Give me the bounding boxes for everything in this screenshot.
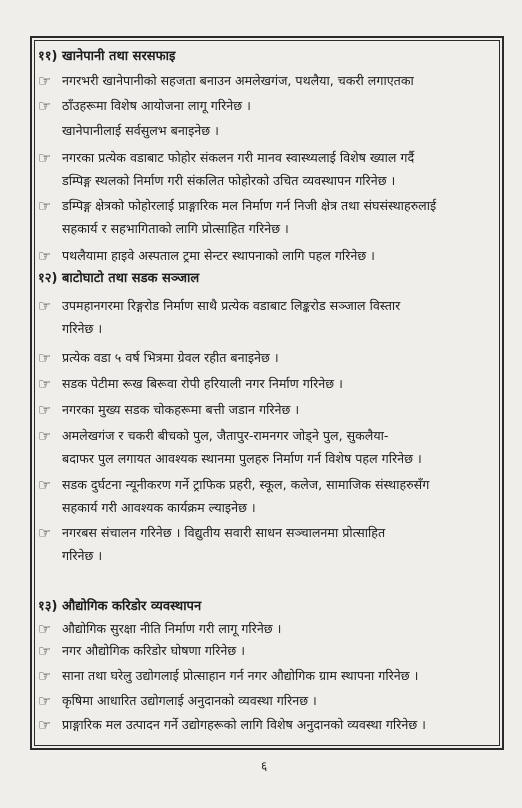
pointing-hand-icon: ☞ [38, 72, 52, 90]
list-item-line: सहकार्य र सहभागिताको लागि प्रोत्साहित गरिनेछ । [62, 221, 289, 236]
list-item-line: बदाफर पुल लगायत आवश्यक स्थानमा पुलहरु निर्माण गर्न विशेष पहल गरिनेछ । [62, 451, 422, 466]
page-number: ६ [261, 759, 268, 773]
pointing-hand-icon: ☞ [38, 247, 52, 265]
pointing-hand-icon: ☞ [38, 667, 52, 685]
list-item-line: ठाँउहरूमा विशेष आयोजना लागू गरिनेछ । [62, 98, 251, 113]
pointing-hand-icon: ☞ [38, 716, 52, 734]
list-item-line: पथलैयामा हाइवे अस्पताल ट्रमा सेन्टर स्थापनाको लागि पहल गरिनेछ । [62, 248, 375, 263]
list-item-line: गरिनेछ । [62, 321, 103, 336]
section-heading: १३) औद्योगिक करिडोर व्यवस्थापन [38, 599, 202, 614]
list-item-line: सडक दुर्घटना न्यूनीकरण गर्ने ट्राफिक प्रहरी, स्कूल, कलेज, सामाजिक संस्थाहरुसँग [62, 477, 430, 492]
list-item-line: खानेपानीलाई सर्वसुलभ बनाइनेछ । [62, 123, 219, 138]
pointing-hand-icon: ☞ [38, 620, 52, 638]
pointing-hand-icon: ☞ [38, 197, 52, 215]
list-item-line: अमलेखगंज र चकरी बीचको पुल, जैतापुर-रामनगर जोड्ने पुल, सुकलैया- [62, 428, 389, 443]
pointing-hand-icon: ☞ [38, 349, 52, 367]
list-item-line: सडक पेटीमा रूख बिरूवा रोपी हरियाली नगर निर्माण गरिनेछ । [62, 376, 343, 391]
list-item-line: कृषिमा आधारित उद्योगलाई अनुदानको व्यवस्था गरिनछ । [62, 693, 317, 708]
list-item-line: डम्पिङ्ग क्षेत्रको फोहोरलाई प्राङ्गारिक मल निर्माण गर्न निजी क्षेत्र तथा संघसंस्थाहरुलाई [62, 198, 437, 213]
list-item-line: नगर औद्योगिक करिडोर घोषणा गरिनेछ । [62, 643, 246, 658]
list-item-line: गरिनेछ । [62, 548, 103, 563]
pointing-hand-icon: ☞ [38, 524, 52, 542]
pointing-hand-icon: ☞ [38, 149, 52, 167]
list-item-line: साना तथा घरेलु उद्योगलाई प्रोत्साहान गर्न नगर औद्योगिक ग्राम स्थापना गरिनेछ । [62, 668, 419, 683]
pointing-hand-icon: ☞ [38, 642, 52, 660]
list-item-line: प्राङ्गारिक मल उत्पादन गर्ने उद्योगहरूको लागि विशेष अनुदानको व्यवस्था गरिनेछ । [62, 717, 426, 732]
list-item-line: नगरका मुख्य सडक चोकहरूमा बत्ती जडान गरिनेछ । [62, 402, 300, 417]
list-item-line: डम्पिङ्ग स्थलको निर्माण गरी संकलित फोहोरको उचित व्यवस्थापन गरिनेछ । [62, 173, 396, 188]
list-item-line: औद्योगिक सुरक्षा नीति निर्माण गरी लागू गरिनेछ । [62, 621, 282, 636]
pointing-hand-icon: ☞ [38, 476, 52, 494]
pointing-hand-icon: ☞ [38, 297, 52, 315]
pointing-hand-icon: ☞ [38, 427, 52, 445]
list-item-line: नगरबस संचालन गरिनेछ । विद्युतीय सवारी साधन सञ्चालनमा प्रोत्साहित [62, 525, 386, 540]
list-item-line: नगरभरी खानेपानीको सहजता बनाउन अमलेखगंज, पथलैया, चकरी लगाएतका [62, 73, 414, 88]
section-heading: १२) बाटोघाटो तथा सडक सञ्जाल [38, 271, 200, 286]
section-heading: ११) खानेपानी तथा सरसफाइ [38, 49, 176, 64]
list-item-line: प्रत्येक वडा ५ वर्ष भित्रमा ग्रेवल रहीत बनाइनेछ । [62, 350, 279, 365]
list-item-line: सहकार्य गरी आवश्यक कार्यक्रम ल्याइनेछ । [62, 500, 256, 515]
list-item-line: उपमहानगरमा रिङ्गरोड निर्माण साथै प्रत्येक वडाबाट लिङ्करोड सञ्जाल विस्तार [62, 298, 401, 313]
pointing-hand-icon: ☞ [38, 97, 52, 115]
pointing-hand-icon: ☞ [38, 692, 52, 710]
pointing-hand-icon: ☞ [38, 401, 52, 419]
list-item-line: नगरका प्रत्येक वडाबाट फोहोर संकलन गरी मानव स्वास्थ्यलाई विशेष ख्याल गर्दै [62, 150, 415, 165]
pointing-hand-icon: ☞ [38, 375, 52, 393]
